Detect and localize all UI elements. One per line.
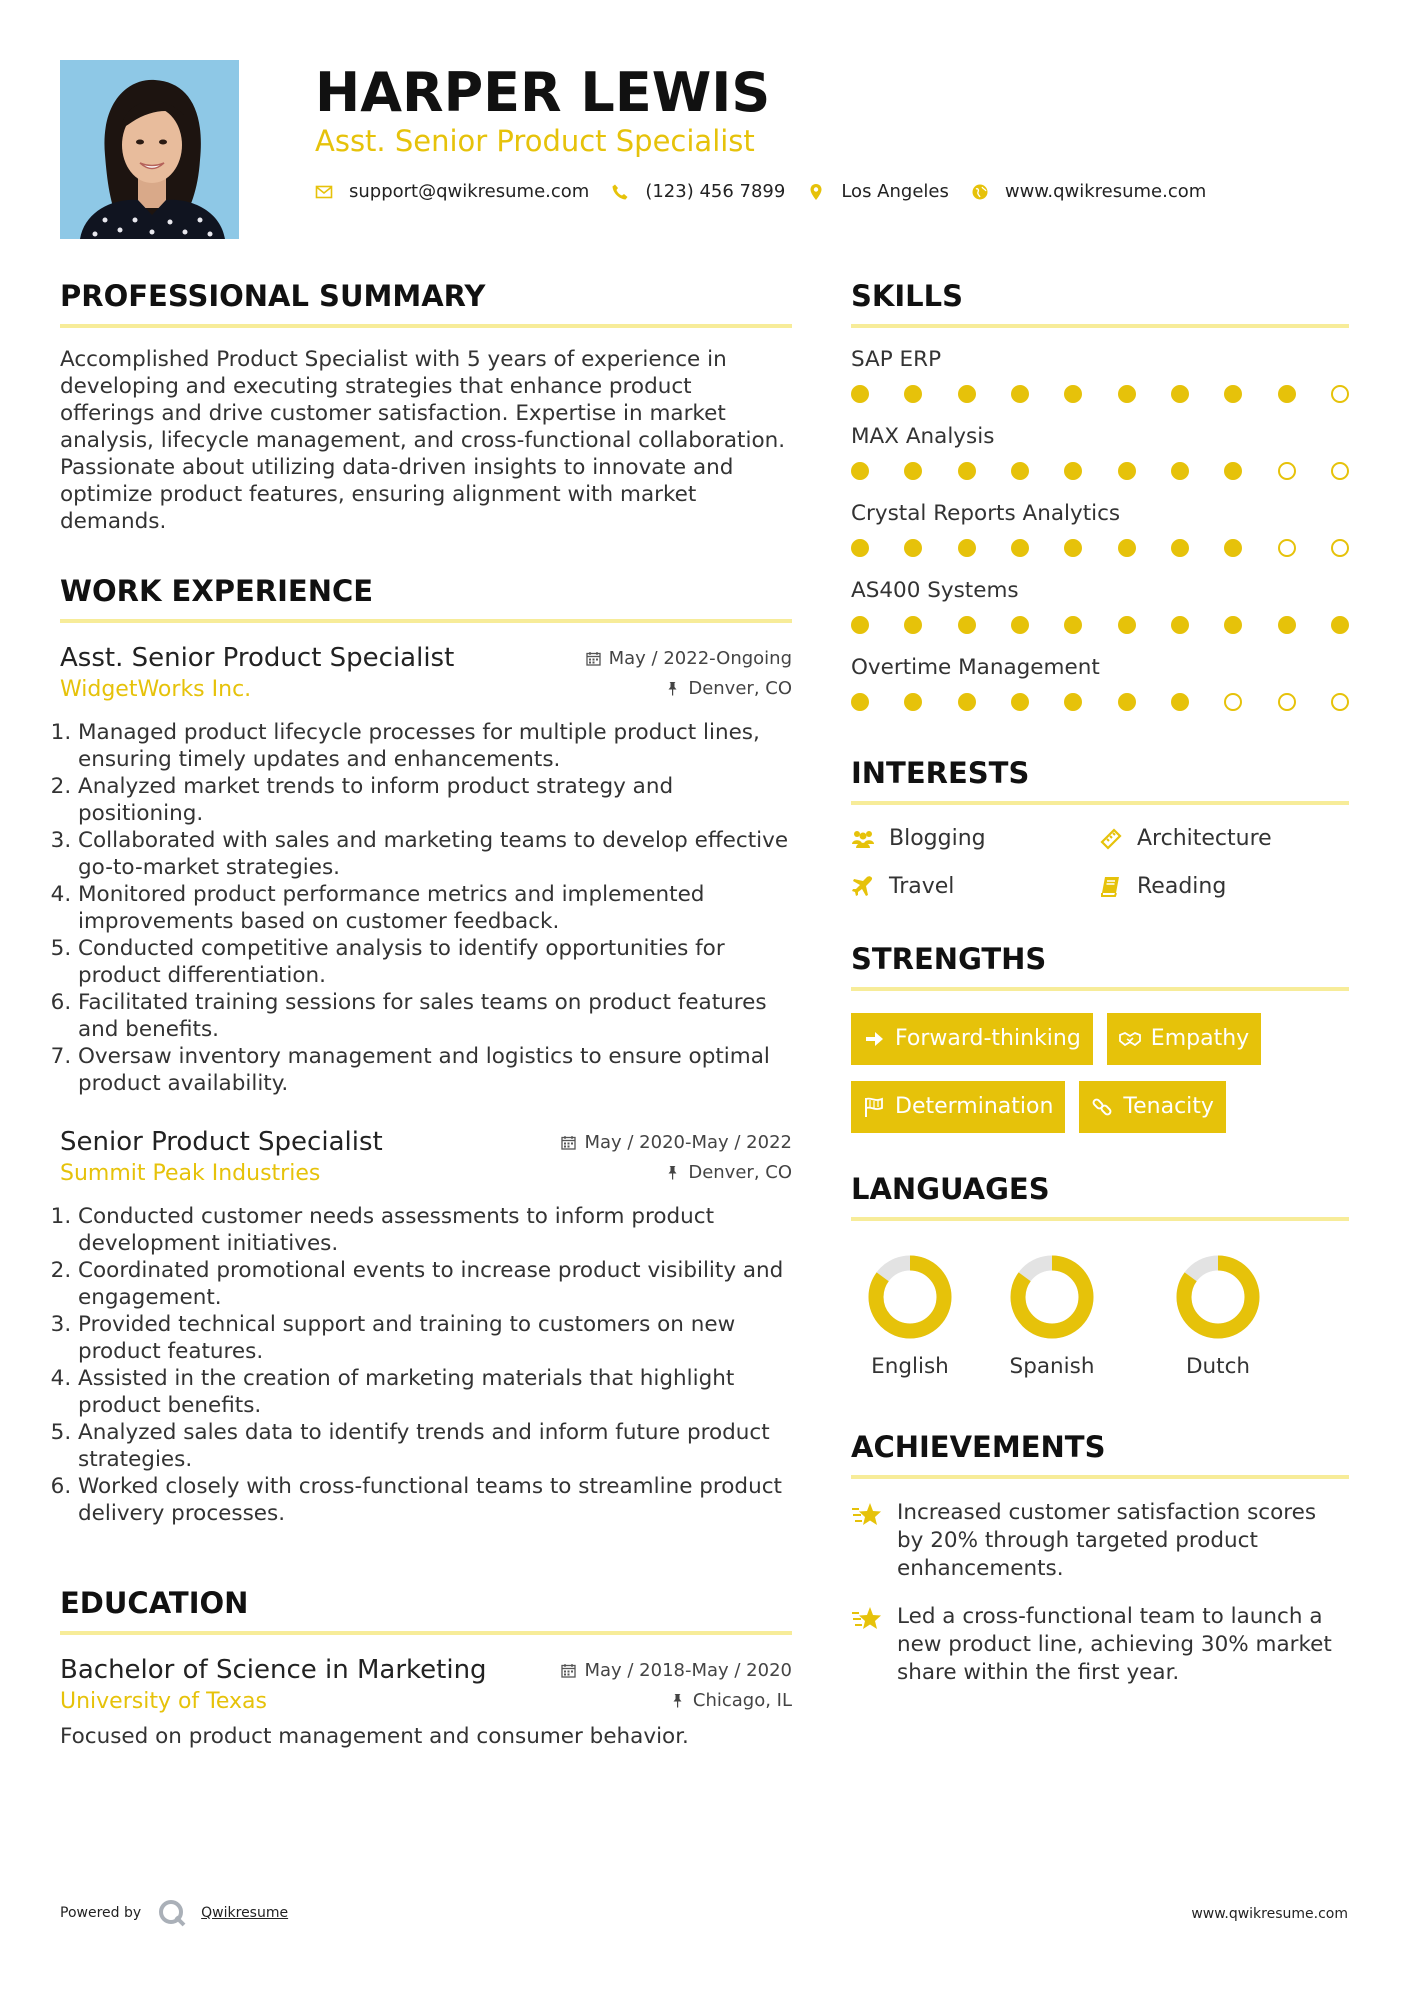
rating-dot-filled (958, 385, 976, 403)
education-entry (60, 1653, 792, 1750)
rating-dot-filled (1171, 693, 1189, 711)
rating-dot-empty (1278, 693, 1296, 711)
job-company: WidgetWorks Inc. (60, 677, 252, 702)
section-divider (851, 1475, 1349, 1479)
skill-item (851, 346, 1349, 403)
skill-item (851, 500, 1349, 557)
language-name: English (871, 1354, 949, 1379)
duty-item: 5. Analyzed sales data to identify trends and inform future product strategies. (78, 1419, 792, 1473)
rating-dot-filled (851, 385, 869, 403)
job-role: Asst. Senior Product Specialist (60, 643, 455, 673)
education-section (60, 1585, 792, 1750)
rating-dot-filled (904, 539, 922, 557)
globe-icon (971, 183, 989, 201)
email-text: support@qwikresume.com (349, 181, 590, 202)
right-column (851, 278, 1349, 1687)
experience-section (60, 573, 792, 1527)
degree: Bachelor of Science in Marketing (60, 1655, 487, 1685)
rating-dot-filled (1011, 616, 1029, 634)
pushpin-icon (665, 1165, 680, 1180)
skill-rating (851, 693, 1349, 711)
rating-dot-filled (958, 616, 976, 634)
qwikresume-link[interactable]: Qwikresume (201, 1905, 289, 1921)
interest-label: Architecture (1137, 826, 1272, 851)
interest-item (1099, 873, 1347, 901)
rating-dot-filled (1278, 616, 1296, 634)
rating-dot-filled (1118, 385, 1136, 403)
powered-by-text: Powered by (60, 1905, 142, 1921)
rating-dot-empty (1278, 539, 1296, 557)
interest-label: Travel (889, 874, 955, 899)
duty-item: 3. Collaborated with sales and marketing teams to develop effective go-to-market strategies. (78, 827, 792, 881)
rating-dot-filled (1118, 693, 1136, 711)
education-date (561, 1660, 792, 1681)
skill-name: MAX Analysis (851, 424, 995, 449)
map-pin-icon (807, 183, 825, 201)
calendar-icon (561, 1663, 576, 1678)
skill-rating (851, 385, 1349, 403)
footer-url[interactable]: www.qwikresume.com (1191, 1906, 1348, 1922)
language-list (851, 1255, 1349, 1381)
language-donut (1010, 1255, 1094, 1339)
skill-rating (851, 462, 1349, 480)
skill-rating (851, 539, 1349, 557)
section-divider (851, 324, 1349, 328)
rating-dot-filled (1224, 385, 1242, 403)
job-location (665, 1162, 792, 1183)
strength-label: Determination (895, 1094, 1054, 1119)
profile-photo (60, 60, 239, 239)
rating-dot-filled (904, 693, 922, 711)
rating-dot-filled (1224, 539, 1242, 557)
interests-section (851, 755, 1349, 901)
section-divider (60, 619, 792, 623)
rating-dot-filled (904, 385, 922, 403)
job-entry (60, 641, 792, 1097)
rating-dot-filled (1171, 539, 1189, 557)
duty-list (60, 1203, 792, 1527)
summary-text: Accomplished Product Specialist with 5 years of experience in developing and executing strategies that enhance product offerings and drive customer satisfaction. Expertise in market analysis, lifecycle management, and cross-functional collaboration. Passionate about utilizing data-driven insights to innovate and optimize product features, ensuring alignment with market demands. (60, 347, 786, 534)
duty-item: 4. Monitored product performance metrics and implemented improvements based on customer feedback. (78, 881, 792, 935)
section-title: WORK EXPERIENCE (60, 574, 374, 608)
interest-label: Reading (1137, 874, 1227, 899)
interests-grid (851, 825, 1349, 901)
rating-dot-filled (1278, 385, 1296, 403)
section-title: LANGUAGES (851, 1172, 1050, 1206)
rating-dot-filled (851, 616, 869, 634)
phone-icon (611, 183, 629, 201)
strength-tags (851, 1013, 1349, 1133)
contact-bar (315, 178, 1228, 206)
rating-dot-filled (958, 539, 976, 557)
section-title: EDUCATION (60, 1586, 249, 1620)
duty-item: 7. Oversaw inventory management and logistics to ensure optimal product availability. (78, 1043, 792, 1097)
job-date-text: May / 2022-Ongoing (608, 648, 792, 669)
rating-dot-filled (1064, 462, 1082, 480)
star-icon (851, 1501, 883, 1529)
achievement-item (851, 1603, 1349, 1687)
skills-list (851, 346, 1349, 711)
education-location-text: Chicago, IL (692, 1690, 792, 1711)
section-divider (851, 801, 1349, 805)
language-name: Dutch (1185, 1354, 1251, 1379)
star-icon (851, 1605, 883, 1633)
qwikresume-logo-icon (157, 1898, 187, 1928)
achievement-item (851, 1499, 1349, 1583)
rating-dot-filled (1118, 462, 1136, 480)
rating-dot-filled (958, 462, 976, 480)
candidate-name: HARPER LEWIS (315, 61, 771, 124)
contact-email[interactable] (315, 178, 589, 206)
rating-dot-filled (1064, 539, 1082, 557)
language-item (969, 1255, 1135, 1381)
duty-item: 2. Coordinated promotional events to increase product visibility and engagement. (78, 1257, 792, 1311)
rating-dot-filled (1011, 385, 1029, 403)
footer-branding (60, 1898, 288, 1928)
section-divider (60, 1631, 792, 1635)
school: University of Texas (60, 1689, 267, 1714)
rating-dot-filled (1224, 616, 1242, 634)
job-role: Senior Product Specialist (60, 1127, 383, 1157)
skill-rating (851, 616, 1349, 634)
rating-dot-filled (1171, 462, 1189, 480)
education-location (670, 1690, 792, 1711)
education-description: Focused on product management and consumer behavior. (60, 1724, 689, 1749)
languages-section (851, 1171, 1349, 1381)
website-text: www.qwikresume.com (1004, 181, 1207, 202)
rating-dot-filled (1011, 539, 1029, 557)
education-date-text: May / 2018-May / 2020 (584, 1660, 792, 1681)
job-entry (60, 1125, 792, 1527)
strengths-section (851, 941, 1349, 1133)
job-date (561, 1132, 792, 1153)
section-title: SKILLS (851, 279, 963, 313)
section-divider (851, 987, 1349, 991)
rating-dot-filled (904, 616, 922, 634)
language-name: Spanish (1009, 1354, 1095, 1379)
contact-phone[interactable] (611, 178, 785, 206)
section-title: INTERESTS (851, 756, 1030, 790)
rating-dot-filled (1171, 385, 1189, 403)
rating-dot-filled (1171, 616, 1189, 634)
rating-dot-filled (904, 462, 922, 480)
rating-dot-filled (1064, 385, 1082, 403)
rating-dot-filled (1011, 462, 1029, 480)
plane-icon (851, 875, 875, 899)
interest-item (851, 873, 1099, 901)
rating-dot-filled (1118, 616, 1136, 634)
interest-label: Blogging (889, 826, 986, 851)
duty-item: 4. Assisted in the creation of marketing materials that highlight product benefits. (78, 1365, 792, 1419)
section-divider (60, 324, 792, 328)
section-divider (851, 1217, 1349, 1221)
language-donut (868, 1255, 952, 1339)
job-location (665, 678, 792, 699)
phone-text: (123) 456 7899 (645, 181, 786, 202)
strength-label: Empathy (1150, 1026, 1250, 1051)
job-date (586, 648, 792, 669)
calendar-icon (586, 651, 601, 666)
rating-dot-filled (851, 693, 869, 711)
job-company: Summit Peak Industries (60, 1161, 321, 1186)
strength-tag (851, 1013, 1093, 1065)
book-icon (1099, 875, 1123, 899)
rating-dot-filled (1064, 616, 1082, 634)
candidate-title: Asst. Senior Product Specialist (315, 124, 755, 158)
contact-location (807, 178, 949, 206)
flag-icon (863, 1096, 885, 1118)
rating-dot-empty (1224, 693, 1242, 711)
duty-list (60, 719, 792, 1097)
achievement-text: Led a cross-functional team to launch a new product line, achieving 30% market share within the first year. (897, 1604, 1332, 1685)
rating-dot-empty (1331, 385, 1349, 403)
duty-item: 1. Managed product lifecycle processes for multiple product lines, ensuring timely updates and enhancements. (78, 719, 792, 773)
skill-name: Overtime Management (851, 655, 1100, 680)
rating-dot-filled (851, 462, 869, 480)
rating-dot-filled (1224, 462, 1242, 480)
rating-dot-empty (1331, 693, 1349, 711)
strength-label: Forward-thinking (895, 1026, 1081, 1051)
language-item (1135, 1255, 1301, 1381)
skills-section (851, 278, 1349, 711)
calendar-icon (561, 1135, 576, 1150)
duty-item: 6. Worked closely with cross-functional teams to streamline product delivery processes. (78, 1473, 792, 1527)
contact-website[interactable] (971, 178, 1206, 206)
job-location-text: Denver, CO (688, 678, 792, 699)
skill-name: SAP ERP (851, 347, 942, 372)
skill-name: AS400 Systems (851, 578, 1019, 603)
rating-dot-empty (1331, 539, 1349, 557)
ruler-icon (1099, 827, 1123, 851)
pushpin-icon (670, 1693, 685, 1708)
duty-item: 3. Provided technical support and training to customers on new product features. (78, 1311, 792, 1365)
summary-section (60, 278, 792, 535)
handshake-icon (1119, 1028, 1141, 1050)
strength-tag (1079, 1081, 1226, 1133)
section-title: PROFESSIONAL SUMMARY (60, 279, 486, 313)
duty-item: 6. Facilitated training sessions for sales teams on product features and benefits. (78, 989, 792, 1043)
skill-item (851, 577, 1349, 634)
achievements-section (851, 1429, 1349, 1687)
section-title: ACHIEVEMENTS (851, 1430, 1106, 1464)
strength-label: Tenacity (1123, 1094, 1214, 1119)
rating-dot-empty (1331, 462, 1349, 480)
rating-dot-empty (1278, 462, 1296, 480)
rating-dot-filled (1118, 539, 1136, 557)
rating-dot-filled (958, 693, 976, 711)
interest-item (1099, 825, 1347, 853)
location-text: Los Angeles (841, 181, 949, 202)
users-icon (851, 827, 875, 851)
interest-item (851, 825, 1099, 853)
duty-item: 5. Conducted competitive analysis to identify opportunities for product differentiation. (78, 935, 792, 989)
envelope-icon (315, 183, 333, 201)
rating-dot-filled (1064, 693, 1082, 711)
arrow-right-icon (863, 1028, 885, 1050)
strength-tag (851, 1081, 1065, 1133)
language-donut (1176, 1255, 1260, 1339)
section-title: STRENGTHS (851, 942, 1047, 976)
skill-item (851, 423, 1349, 480)
rating-dot-filled (1331, 616, 1349, 634)
left-column (60, 278, 792, 1750)
skill-item (851, 654, 1349, 711)
job-date-text: May / 2020-May / 2022 (584, 1132, 792, 1153)
link-icon (1091, 1096, 1113, 1118)
skill-name: Crystal Reports Analytics (851, 501, 1121, 526)
duty-item: 2. Analyzed market trends to inform product strategy and positioning. (78, 773, 792, 827)
pushpin-icon (665, 681, 680, 696)
job-location-text: Denver, CO (688, 1162, 792, 1183)
language-item (851, 1255, 969, 1381)
duty-item: 1. Conducted customer needs assessments to inform product development initiatives. (78, 1203, 792, 1257)
rating-dot-filled (1011, 693, 1029, 711)
strength-tag (1107, 1013, 1261, 1065)
achievement-text: Increased customer satisfaction scores by 20% through targeted product enhancements. (897, 1500, 1317, 1581)
rating-dot-filled (851, 539, 869, 557)
